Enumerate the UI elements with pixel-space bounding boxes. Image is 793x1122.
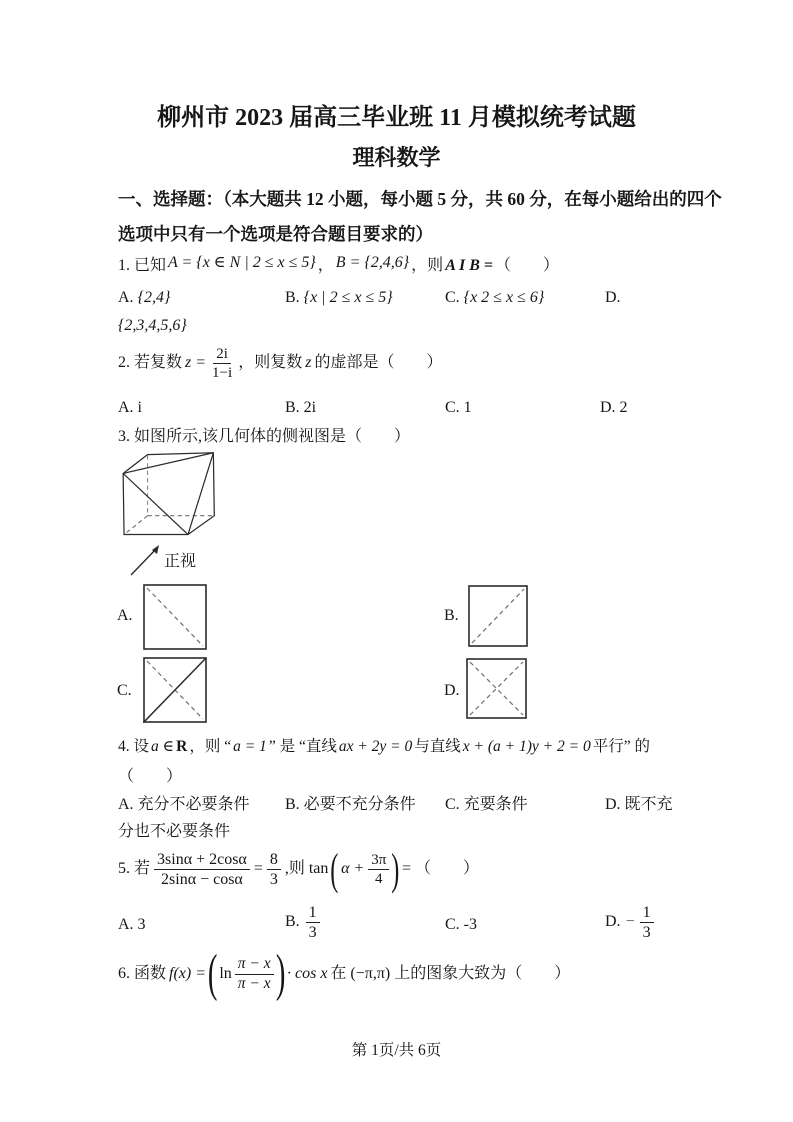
q3-option-a-label: A. (117, 607, 133, 624)
question-5-stem (118, 844, 480, 894)
q5-rhs-numerator: 8 (267, 850, 281, 870)
q3-option-c-figure (143, 657, 207, 723)
q5-lhs-denominator: 2sinα − cosα (161, 871, 243, 889)
q5-option-d-minus-sign: − (625, 913, 635, 931)
q4-option-d-continuation: 分也不必要条件 (118, 823, 231, 840)
q5-option-d (605, 903, 654, 942)
q6-cos-term: · cos x (286, 964, 328, 982)
q5-angle-numerator: 3π (368, 851, 389, 870)
question-2-stem (118, 345, 442, 382)
q4-a-in: a ∈ (151, 738, 175, 755)
q6-fraction-denominator: π − x (237, 974, 271, 992)
q4-mid3-text: 与直线 (414, 738, 461, 755)
q1-option-c-value: {x 2 ≤ x ≤ 6} (463, 289, 545, 306)
front-view-arrow-icon (128, 542, 164, 578)
exam-title: 柳州市 2023 届高三毕业班 11 月模拟统考试题 (157, 105, 636, 131)
q1-stem-text: 1. 已知 (118, 257, 167, 274)
q6-fraction-numerator: π − x (235, 955, 274, 975)
exam-subtitle: 理科数学 (352, 145, 441, 170)
q4-answer-blank: （ ） (118, 768, 183, 785)
q2-option-a: A. i (118, 399, 142, 416)
q3-option-b-figure (468, 585, 528, 647)
q1-set-a: A = {x ∈ N | 2 ≤ x ≤ 5} (168, 254, 316, 271)
q1-option-b (285, 288, 393, 309)
q6-fx-equals: f(x) = (169, 964, 207, 982)
q5-option-d-denominator: 3 (642, 924, 651, 942)
q5-angle-denominator: 4 (375, 871, 383, 888)
q1-set-b: B = {2,4,6} (335, 254, 410, 271)
q6-stem-text: 6. 函数 (118, 964, 167, 982)
q5-option-b-fraction (306, 903, 320, 942)
q4-option-d: D. 既不充 (605, 796, 673, 813)
q4-stem-text: 4. 设 (118, 738, 150, 755)
q2-stem-text: 2. 若复数 (118, 354, 183, 372)
section-header-line2: 选项中只有一个选项是符合题目要求的） (118, 224, 433, 244)
q4-post-text: 平行” 的 (592, 738, 650, 755)
q6-fraction (235, 955, 274, 993)
q5-lhs-numerator: 3sinα + 2cosα (154, 850, 250, 870)
q5-lhs-fraction (154, 850, 250, 889)
q2-fraction-numerator: 2i (213, 345, 231, 364)
q1-option-b-label: B. (285, 289, 300, 306)
q5-equals-2: = (402, 860, 412, 878)
q4-line1-equation: ax + 2y = 0 (338, 738, 413, 755)
q1-answer-blank: （ ） (495, 257, 560, 274)
q6-close-paren: ) (275, 945, 286, 1002)
q4-line2-equation: x + (a + 1)y + 2 = 0 (462, 738, 591, 755)
q1-option-d (605, 288, 621, 309)
q5-option-b-numerator: 1 (306, 903, 320, 923)
q1-option-c (445, 288, 544, 309)
front-view-label: 正视 (164, 553, 197, 570)
q4-a-equals-1: a = 1 (233, 738, 267, 755)
q5-stem-text: 5. 若 (118, 860, 151, 878)
q3-option-b-label: B. (444, 607, 459, 624)
q5-angle-fraction (368, 851, 389, 888)
q3-option-a-figure (143, 584, 207, 650)
q1-option-a (118, 288, 170, 309)
q5-option-b-label: B. (285, 913, 300, 931)
q5-close-paren: ) (391, 844, 400, 894)
q5-alpha-plus: α + (341, 860, 365, 878)
q4-option-b: B. 必要不充分条件 (285, 796, 416, 813)
q2-z: z (305, 354, 312, 372)
question-1-stem (118, 256, 559, 277)
q1-separator: ， (317, 257, 334, 274)
q2-option-d: D. 2 (600, 399, 628, 416)
q1-option-b-value: {x | 2 ≤ x ≤ 5} (303, 289, 393, 306)
q4-option-a: A. 充分不必要条件 (118, 796, 250, 813)
q1-option-a-value: {2,4} (137, 289, 171, 306)
q5-option-d-fraction (640, 903, 654, 942)
q3-option-d-label: D. (444, 682, 460, 699)
q3-option-c-label: C. (117, 682, 132, 699)
q4-mid2-text: ” 是 “直线 (268, 738, 337, 755)
q5-equals-1: = (253, 860, 263, 878)
q2-mid-text: ，则复数 (238, 354, 303, 372)
q5-open-paren: ( (330, 844, 339, 894)
q1-option-d-label: D. (605, 289, 621, 306)
q4-r-symbol: R (176, 738, 188, 755)
q6-post-text: 在 (−π,π) 上的图象大致为（ ） (330, 964, 571, 982)
q5-option-d-numerator: 1 (640, 903, 654, 923)
q5-answer-blank: （ ） (415, 860, 480, 878)
q4-option-c: C. 充要条件 (445, 796, 528, 813)
q5-option-d-label: D. (605, 913, 621, 931)
q5-option-a: A. 3 (118, 916, 146, 933)
q5-mid-text: ,则 tan (284, 860, 329, 878)
q4-mid1-text: ，则 “ (189, 738, 232, 755)
question-4-stem (118, 737, 650, 757)
q5-option-c: C. -3 (445, 916, 477, 933)
q5-option-b (285, 903, 320, 942)
q1-option-a-label: A. (118, 289, 134, 306)
q5-rhs-fraction (267, 850, 281, 889)
q2-option-b: B. 2i (285, 399, 317, 416)
q1-option-d-value: {2,3,4,5,6} (118, 317, 187, 334)
q6-ln: ln (219, 964, 232, 982)
q3-option-d-figure (466, 658, 527, 719)
page-footer: 第 1页/共 6页 (351, 1042, 442, 1059)
q1-mid-text: ，则 (411, 257, 444, 274)
cube-figure (119, 449, 225, 543)
q6-open-paren: ( (207, 945, 218, 1002)
q5-rhs-denominator: 3 (269, 871, 278, 889)
q2-fraction (209, 345, 235, 382)
section-header-line1: 一、选择题：（本大题共 12 小题，每小题 5 分，共 60 分，在每小题给出的四个 (118, 189, 722, 209)
question-3-stem: 3. 如图所示,该几何体的侧视图是（ ） (118, 428, 411, 445)
q2-z-equals: z = (185, 354, 207, 372)
q2-option-c: C. 1 (445, 399, 472, 416)
q2-fraction-denominator: 1−i (212, 365, 233, 381)
q2-post-text: 的虚部是（ ） (314, 354, 443, 372)
q1-option-c-label: C. (445, 289, 460, 306)
q5-option-b-denominator: 3 (308, 924, 317, 942)
q1-expression: A I B = (445, 257, 493, 274)
question-6-stem (118, 945, 571, 1002)
